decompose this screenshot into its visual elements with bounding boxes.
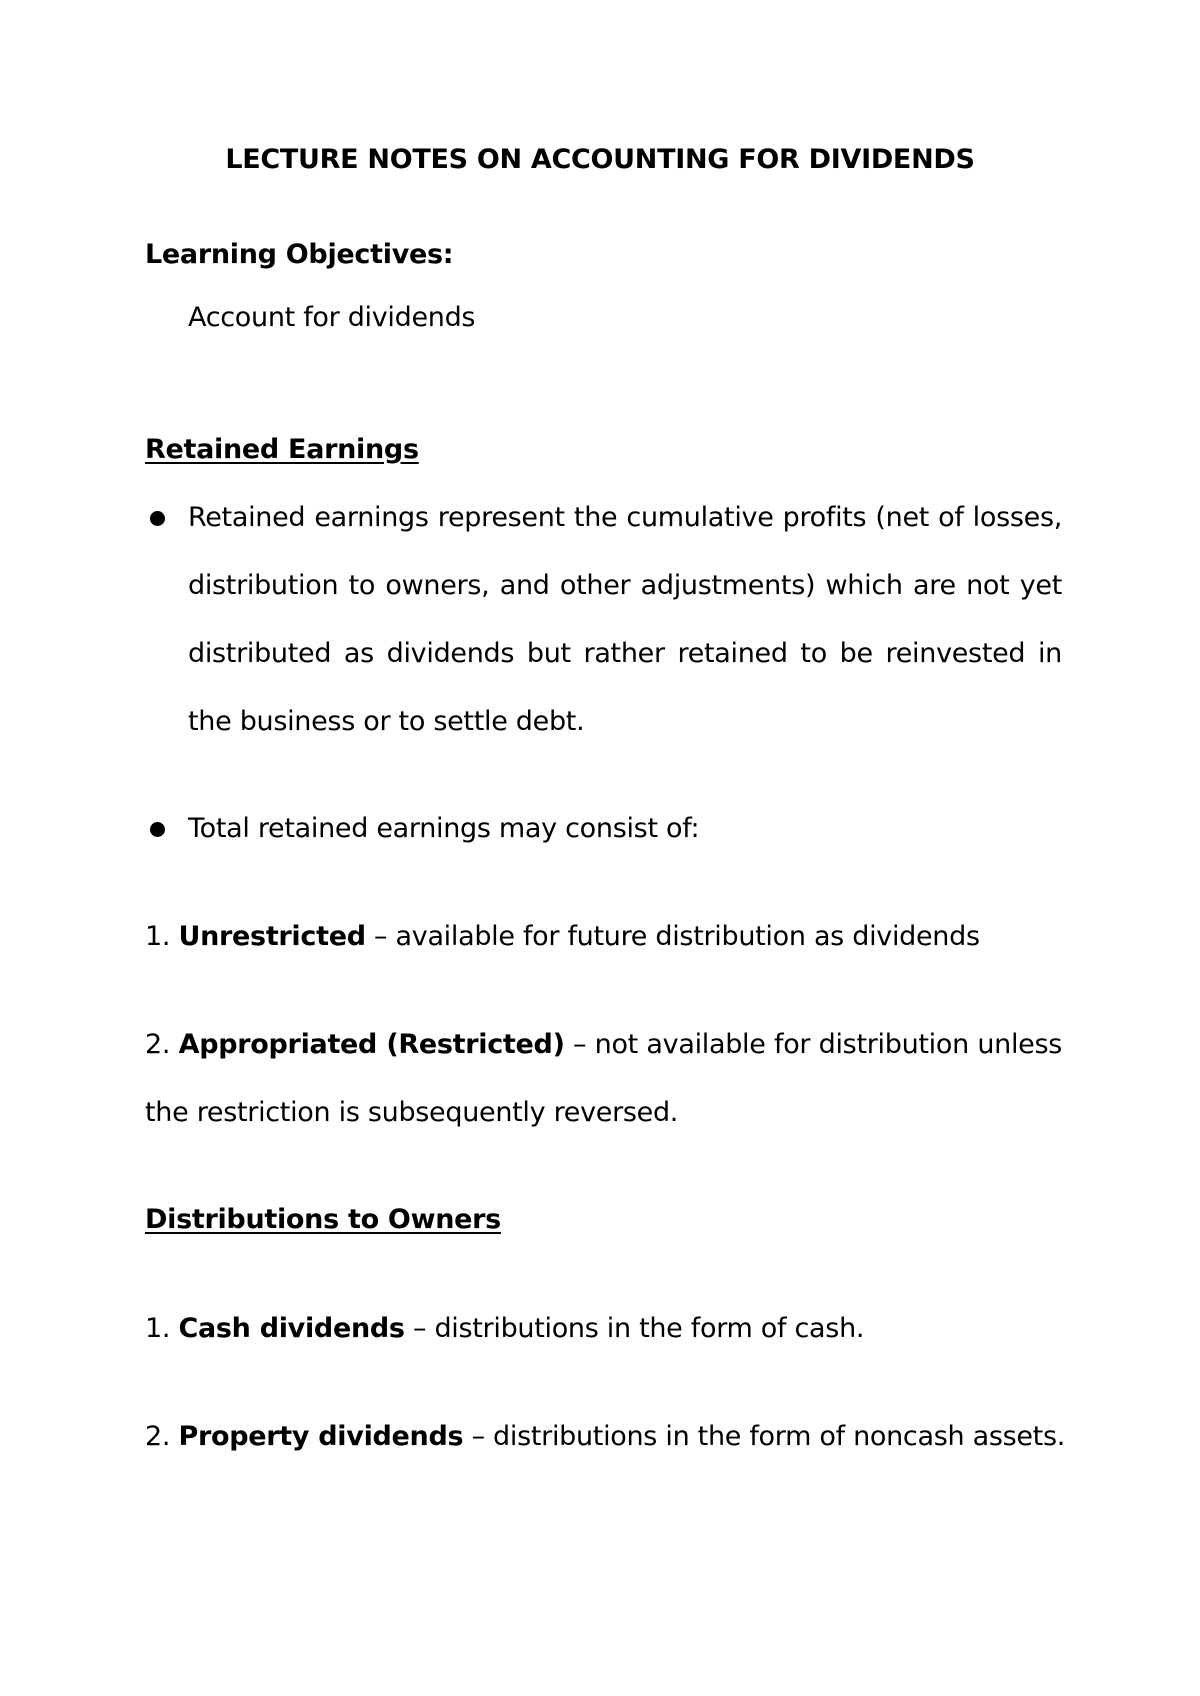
item-description: – distributions in the form of noncash assets. (463, 1421, 1066, 1452)
learning-objective-item: Account for dividends (188, 302, 476, 333)
retained-earnings-item-unrestricted (145, 903, 980, 971)
item-number: 2. (145, 1421, 171, 1452)
item-term: Appropriated (Restricted) (178, 1029, 565, 1060)
retained-earnings-item-appropriated (145, 1011, 1062, 1147)
distribution-item-cash (145, 1295, 864, 1363)
item-description: – available for future distribution as dividends (365, 921, 980, 952)
item-number: 2. (145, 1029, 171, 1060)
bullet-dot-icon (150, 822, 165, 837)
item-description: – not available for distribution unless the restriction is subsequently reversed. (145, 1029, 1062, 1128)
item-description: – distributions in the form of cash. (404, 1313, 865, 1344)
distribution-item-property (145, 1403, 1065, 1471)
learning-objectives-heading: Learning Objectives: (145, 239, 454, 270)
item-term: Unrestricted (178, 921, 366, 952)
bullet-dot-icon (150, 511, 165, 526)
retained-earnings-heading: Retained Earnings (145, 434, 419, 465)
retained-earnings-composition: Total retained earnings may consist of: (188, 813, 700, 844)
document-title: LECTURE NOTES ON ACCOUNTING FOR DIVIDENDS (225, 144, 975, 175)
distributions-heading: Distributions to Owners (145, 1204, 501, 1235)
item-number: 1. (145, 1313, 171, 1344)
item-term: Property dividends (178, 1421, 464, 1452)
item-number: 1. (145, 921, 171, 952)
retained-earnings-definition: Retained earnings represent the cumulative profits (net of losses, distribution to owners, and other adjustments) which are not yet distributed as dividends but rather retained to be reinvested in the business or to settle debt. (188, 502, 1062, 737)
item-term: Cash dividends (178, 1313, 405, 1344)
